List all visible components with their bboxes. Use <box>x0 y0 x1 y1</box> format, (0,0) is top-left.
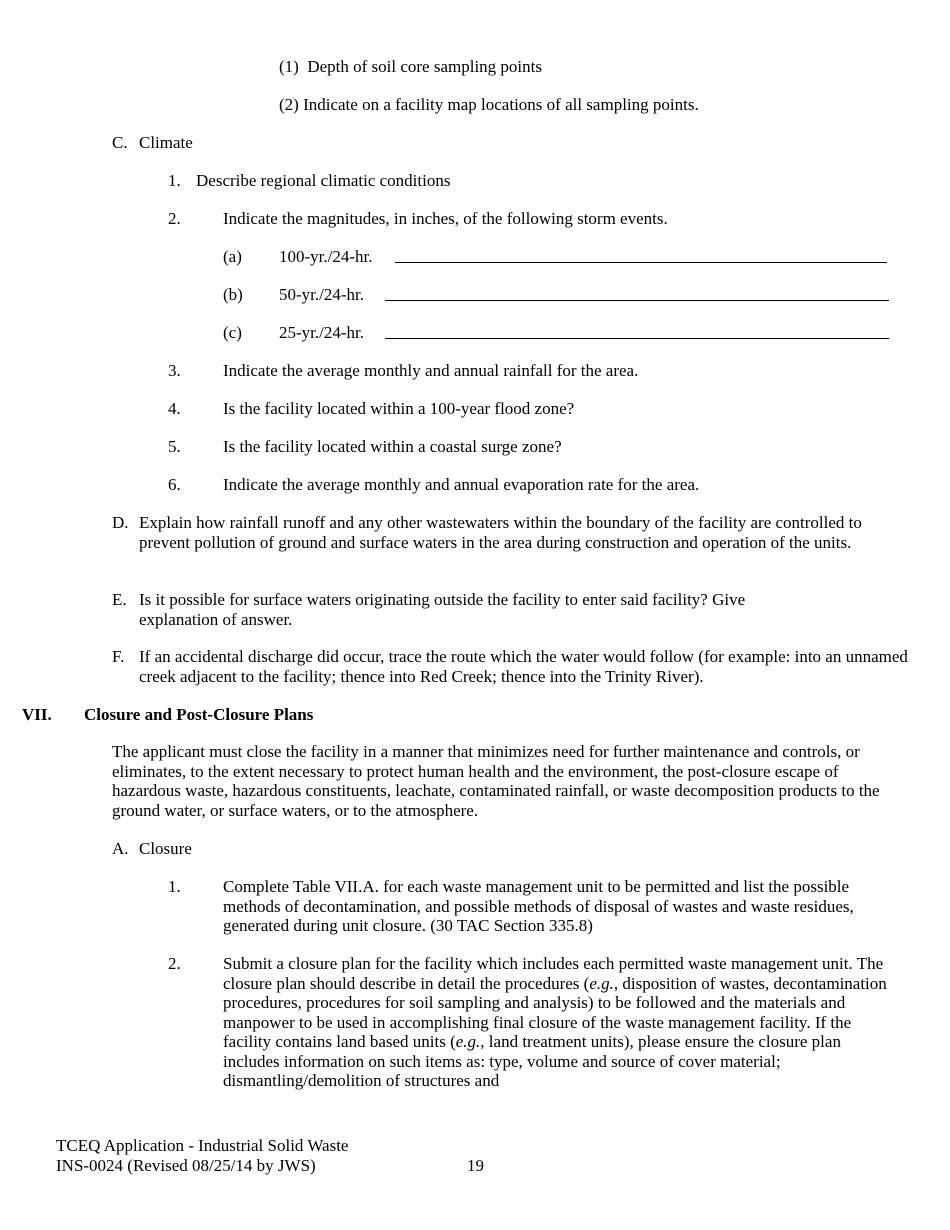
closure-item-2-text <box>223 954 893 1091</box>
storm-event-c-answer-line[interactable] <box>385 338 889 339</box>
sampling-item-label: (2) <box>279 95 299 114</box>
closure-label: A. <box>112 839 129 858</box>
climate-item-6-text: Indicate the average monthly and annual evaporation rate for the area. <box>223 475 700 494</box>
sampling-item-1 <box>279 57 542 77</box>
climate-item-5-label: 5. <box>168 437 181 456</box>
eg-abbreviation: e.g. <box>589 973 614 993</box>
climate-item-1-label: 1. <box>168 171 181 190</box>
storm-event-c-label: (c) <box>223 323 242 342</box>
climate-item-3-label: 3. <box>168 361 181 380</box>
climate-item-2-text: Indicate the magnitudes, in inches, of the following storm events. <box>223 209 668 228</box>
storm-event-a-text: 100-yr./24-hr. <box>279 247 373 266</box>
closure-item-1-label: 1. <box>168 877 181 896</box>
sampling-item-2 <box>279 95 699 115</box>
storm-event-a-label: (a) <box>223 247 242 266</box>
storm-event-b-label: (b) <box>223 285 243 304</box>
closure-item-2-text-part: , land treatment units), please ensure the closure plan includes information on such items as: type, volume and source of cover material; dismantling/demolition of structures and <box>223 1032 841 1090</box>
section-vii-title: Closure and Post-Closure Plans <box>84 705 314 724</box>
section-d-label: D. <box>112 513 129 532</box>
closure-item-2-text-part: , disposition of wastes, decontamination procedures, procedures for soil sampling and analysis) to be followed and the materials and manpower to be used in accomplishing final closure of the waste management facility. If the facility contains land based units ( <box>223 973 887 1051</box>
section-f-label: F. <box>112 647 125 666</box>
section-d-text: Explain how rainfall runoff and any other wastewaters within the boundary of the facility are controlled to prevent pollution of ground and surface waters in the area during construction and operation of the units. <box>139 513 862 552</box>
storm-event-c-text: 25-yr./24-hr. <box>279 323 364 342</box>
section-c-label: C. <box>112 133 128 152</box>
climate-item-4-text: Is the facility located within a 100-year flood zone? <box>223 399 575 418</box>
climate-item-6-label: 6. <box>168 475 181 494</box>
section-vii-intro: The applicant must close the facility in a manner that minimizes need for further maintenance and controls, or eliminates, to the extent necessary to protect human health and the environment, the post-closure escape of hazardous waste, hazardous constituents, leachate, contaminated rainfall, or waste decomposition products to the ground water, or surface waters, or to the atmosphere. <box>112 742 880 820</box>
climate-item-4-label: 4. <box>168 399 181 418</box>
eg-abbreviation: e.g. <box>455 1032 481 1051</box>
section-c-title: Climate <box>139 133 193 152</box>
closure-item-2-text-part: Submit a closure plan for the facility which includes each permitted waste management unit. The closure plan should describe in detail the procedures ( <box>223 954 884 993</box>
footer-form-revision: INS-0024 (Revised 08/25/14 by JWS) <box>56 1156 316 1175</box>
climate-item-1-text: Describe regional climatic conditions <box>196 171 451 190</box>
climate-item-3-text: Indicate the average monthly and annual rainfall for the area. <box>223 361 639 380</box>
storm-event-b-text: 50-yr./24-hr. <box>279 285 364 304</box>
closure-title: Closure <box>139 839 192 858</box>
climate-item-5-text: Is the facility located within a coastal surge zone? <box>223 437 562 456</box>
sampling-item-text: Indicate on a facility map locations of all sampling points. <box>303 95 699 114</box>
section-vii-number: VII. <box>22 705 52 724</box>
storm-event-a-answer-line[interactable] <box>395 262 887 263</box>
storm-event-b-answer-line[interactable] <box>385 300 889 301</box>
sampling-item-label: (1) <box>279 57 299 76</box>
footer-page-number: 19 <box>467 1156 484 1175</box>
closure-item-1-text: Complete Table VII.A. for each waste management unit to be permitted and list the possible methods of decontamination, and possible methods of disposal of wastes and waste residues, generated during unit closure. (30 TAC Section 335.8) <box>223 877 854 935</box>
section-e-label: E. <box>112 590 127 609</box>
section-f-text: If an accidental discharge did occur, trace the route which the water would follow (for example: into an unnamed creek adjacent to the facility; thence into Red Creek; thence into the Trinity River). <box>139 647 908 686</box>
closure-item-2-label: 2. <box>168 954 181 973</box>
climate-item-2-label: 2. <box>168 209 181 228</box>
sampling-item-text: Depth of soil core sampling points <box>307 57 542 76</box>
footer-application-name: TCEQ Application - Industrial Solid Waste <box>56 1136 349 1155</box>
section-e-text: Is it possible for surface waters originating outside the facility to enter said facility? Give explanation of answer. <box>139 590 746 629</box>
